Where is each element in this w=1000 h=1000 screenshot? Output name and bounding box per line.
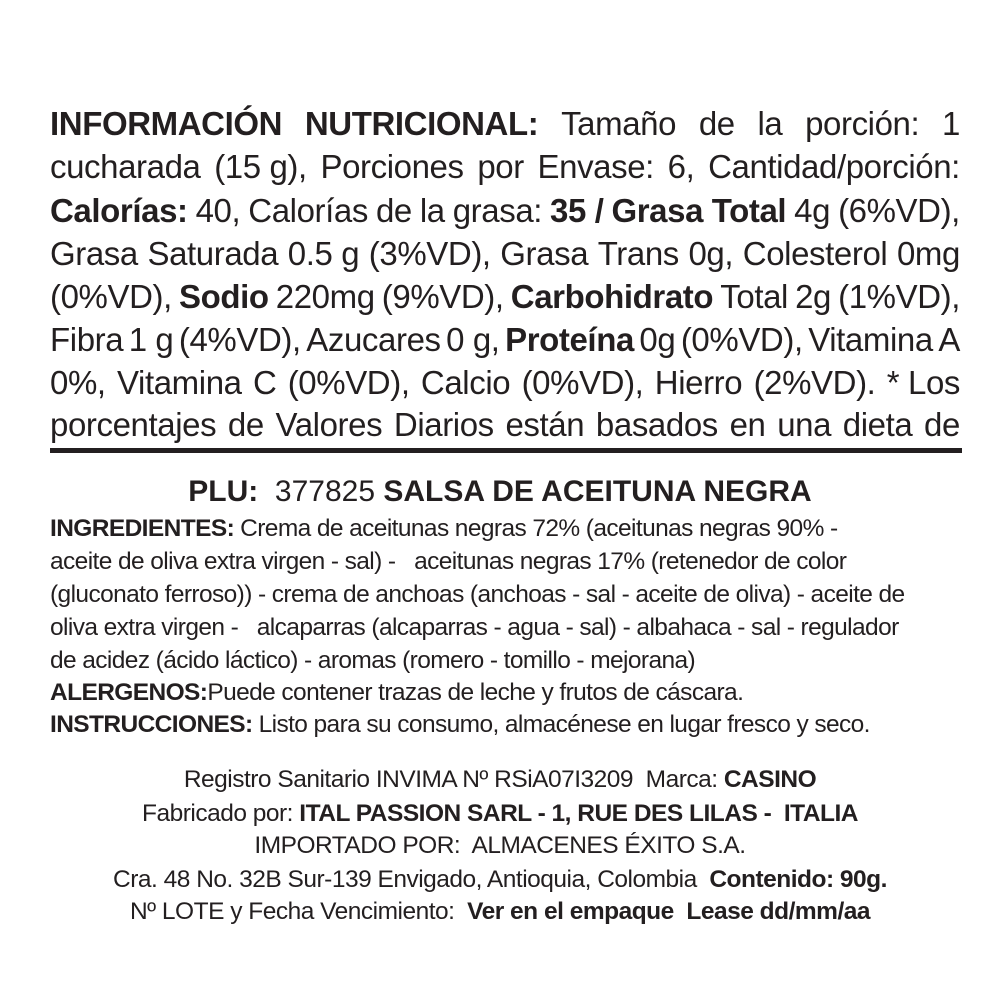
nutrition-word: 2g — [795, 278, 831, 315]
section-divider — [50, 448, 962, 453]
registry-line — [0, 765, 1000, 795]
ingredients-text: aceite de oliva extra virgen - sal) - aceitunas negras 17% (retenedor de color — [50, 548, 847, 575]
nutrition-word: 0g, — [688, 235, 734, 272]
nutrition-word: 35 / — [550, 192, 604, 229]
nutrition-word: por — [477, 148, 524, 185]
nutrition-word: 6, — [667, 148, 695, 185]
nutrition-line — [50, 277, 960, 317]
nutrition-word: A — [938, 321, 960, 358]
nutrition-word: Grasa — [50, 235, 138, 272]
importer-text: IMPORTADO POR: ALMACENES ÉXITO S.A. — [254, 831, 746, 859]
nutrition-word: 220mg — [275, 278, 375, 315]
nutrition-word: Calorías — [248, 192, 368, 229]
nutrition-word: 1 g — [128, 321, 174, 358]
nutrition-word: Grasa — [500, 235, 589, 272]
nutrition-word: Carbohidrato — [510, 278, 714, 315]
nutrition-word: una — [777, 406, 832, 443]
manufacturer-line — [0, 799, 1000, 829]
manufacturer-text: ITAL PASSION SARL - 1, RUE DES LILAS - ITALIA — [299, 799, 858, 827]
nutrition-word: (0%VD), — [680, 321, 803, 358]
allergens-label: ALERGENOS: — [50, 679, 208, 706]
nutrition-word: Hierro — [654, 364, 743, 401]
ingredients-text: de acidez (ácido láctico) - aromas (romero - tomillo - mejorana) — [50, 647, 696, 674]
nutrition-line — [50, 363, 960, 403]
nutrition-word: Sodio — [179, 278, 269, 315]
nutrition-word: Calorías: — [50, 192, 188, 229]
nutrition-word: Colesterol — [742, 235, 888, 272]
nutrition-word: 0g — [639, 321, 676, 358]
ingredients-line — [50, 646, 962, 676]
ingredients-line — [50, 514, 962, 544]
nutrition-word: (4%VD), — [178, 321, 301, 358]
ingredients-line — [50, 547, 962, 577]
instructions-line — [50, 710, 962, 740]
nutrition-line — [50, 147, 960, 187]
nutrition-word: 40, — [195, 192, 241, 229]
nutrition-word: 0mg — [896, 235, 960, 272]
nutrition-word: Cantidad/porción: — [708, 148, 960, 185]
instructions-label: INSTRUCCIONES: — [50, 711, 253, 738]
nutrition-word: 1 — [942, 105, 960, 142]
nutrition-word: dieta — [842, 406, 913, 443]
nutrition-word: Vitamina — [117, 364, 242, 401]
nutrition-word: porcentajes — [50, 406, 217, 443]
nutrition-word: INFORMACIÓN — [50, 105, 283, 142]
lot-text: Ver en el empaque Lease dd/mm/aa — [467, 897, 871, 925]
nutrition-word: C — [252, 364, 277, 401]
nutrition-word: Calcio — [420, 364, 511, 401]
nutrition-word: la — [419, 192, 445, 229]
nutrition-word: de — [227, 406, 264, 443]
nutrition-word: 0%, — [50, 364, 106, 401]
lot-line — [0, 897, 1000, 927]
ingredients-text: oliva extra virgen - alcaparras (alcaparras - agua - sal) - albahaca - sal - regulador — [50, 614, 899, 641]
brand-name: CASINO — [723, 765, 817, 793]
nutrition-line — [50, 104, 960, 144]
nutrition-word: en — [729, 406, 766, 443]
registry-text: Registro Sanitario INVIMA Nº RSiA07I3209 Marca: — [183, 765, 718, 793]
nutrition-word: Saturada — [147, 235, 279, 272]
allergens-text: Puede contener trazas de leche y frutos de cáscara. — [207, 679, 744, 706]
product-name: SALSA DE ACEITUNA NEGRA — [383, 475, 812, 508]
ingredients-text: (gluconato ferroso)) - crema de anchoas (anchoas - sal - aceite de oliva) - aceite de — [50, 581, 905, 608]
nutrition-word: Azucares — [306, 321, 441, 358]
nutrition-word: (2%VD). — [753, 364, 876, 401]
plu-label: PLU: — [188, 475, 259, 508]
nutrition-word: Trans — [597, 235, 679, 272]
nutrition-word: NUTRICIONAL: — [304, 105, 539, 142]
nutrition-word: la — [757, 105, 783, 142]
nutrition-word: Tamaño — [561, 105, 677, 142]
lot-label: Nº LOTE y Fecha Vencimiento: — [129, 897, 455, 925]
ingredients-label: INGREDIENTES: — [50, 515, 235, 542]
nutrition-word: Valores — [275, 406, 383, 443]
nutrition-word: 4g — [794, 192, 831, 229]
nutrition-word: Vitamina — [808, 321, 933, 358]
nutrition-word: grasa: — [452, 192, 543, 229]
nutrition-word: (0%VD), — [287, 364, 410, 401]
instructions-text: Listo para su consumo, almacénese en lugar fresco y seco. — [258, 711, 870, 738]
address-text: Cra. 48 No. 32B Sur-139 Envigado, Antioquia, Colombia — [113, 865, 697, 893]
nutrition-word: Grasa Total — [611, 192, 787, 229]
nutrition-word: están — [505, 406, 585, 443]
nutrition-word: (9%VD), — [381, 278, 504, 315]
ingredients-line — [50, 613, 962, 643]
nutrition-line — [50, 320, 960, 360]
product-heading — [0, 474, 1000, 510]
nutrition-word: (3%VD), — [368, 235, 491, 272]
ingredients-line — [50, 580, 962, 610]
nutrition-word: Diarios — [393, 406, 494, 443]
nutrition-word: Proteína — [505, 321, 634, 358]
nutrition-word: Envase: — [537, 148, 654, 185]
nutrition-line — [50, 234, 960, 274]
nutrition-word: 0 g, — [446, 321, 500, 358]
nutrition-word: porción: — [805, 105, 920, 142]
plu-code: 377825 — [274, 475, 376, 508]
nutrition-word: basados — [595, 406, 718, 443]
nutrition-word: * Los — [886, 364, 960, 401]
nutrition-word: (1%VD), — [838, 278, 960, 315]
nutrition-word: Porciones — [320, 148, 464, 185]
net-content: Contenido: 90g. — [709, 865, 887, 893]
nutrition-line — [50, 405, 960, 445]
address-line — [0, 865, 1000, 895]
nutrition-word: (0%VD), — [521, 364, 644, 401]
nutrition-word: (0%VD), — [50, 278, 172, 315]
manufacturer-label: Fabricado por: — [142, 799, 293, 827]
nutrition-word: cucharada — [50, 148, 201, 185]
nutrition-word: Total — [720, 278, 788, 315]
nutrition-word: (6%VD), — [838, 192, 960, 229]
nutrition-line — [50, 191, 960, 231]
allergens-line — [50, 678, 962, 708]
ingredients-text: Crema de aceitunas negras 72% (aceitunas negras 90% - — [240, 515, 838, 542]
nutrition-word: de — [375, 192, 412, 229]
importer-line — [0, 831, 1000, 861]
nutrition-word: de — [924, 406, 960, 443]
nutrition-word: 0.5 g — [287, 235, 360, 272]
nutrition-word: Fibra — [50, 321, 124, 358]
nutrition-word: de — [698, 105, 735, 142]
nutrition-word: (15 g), — [214, 148, 307, 185]
